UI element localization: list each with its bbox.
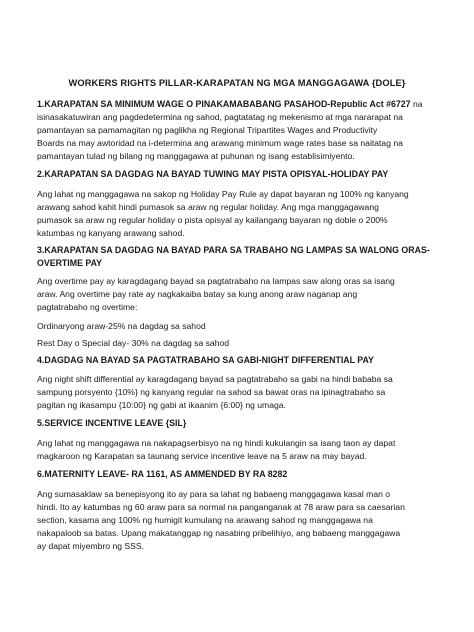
section-heading: 4.DAGDAG NA BAYAD SA PAGTATRABAHO SA GABI-NIGHT DIFFERENTIAL PAY bbox=[37, 355, 374, 365]
text-line: magkaroon ng Karapatan sa taunang service incentive leave na 5 araw na may bayad. bbox=[37, 451, 367, 461]
section-heading: 5.SERVICE INCENTIVE LEAVE {SIL} bbox=[37, 418, 187, 428]
document-title: WORKERS RIGHTS PILLAR-KARAPATAN NG MGA MANGGAGAWA {DOLE} bbox=[68, 78, 406, 88]
text-line: Rest Day o Special day- 30% na dagdag sa sahod bbox=[37, 338, 230, 348]
section-heading-line bbox=[37, 98, 441, 111]
section-minimum-wage bbox=[37, 98, 441, 163]
text-line: Ang night shift differential ay karagdagang bayad sa pagtatrabaho sa gabi na hindi bababa sa bbox=[37, 374, 393, 384]
text-line: araw. Ang overtime pay rate ay nagkakaiba batay sa kung anong araw naganap ang bbox=[37, 289, 358, 299]
text-line: arawang sahod kahit hindi pumasok sa araw ng regular holiday. Ang mga manggagawang bbox=[37, 202, 379, 212]
section-holiday-pay bbox=[37, 168, 441, 181]
text-line: hindi. Ito ay katumbas ng 60 araw para sa normal na panganganak at 78 araw para sa caesarian bbox=[37, 502, 405, 512]
text-line: Ang overtime pay ay karagdagang bayad sa pagtatrabaho na lampas saw along oras sa isang bbox=[37, 276, 395, 286]
text-line: Boards na may awtoridad na i-determina ang arawang minimum wage rates base sa naitatag na bbox=[37, 138, 403, 148]
section-body bbox=[37, 188, 441, 240]
text-line: pamantayan sa pamamagitan ng paglikha ng Regional Tripartites Wages and Productivity bbox=[37, 125, 378, 135]
text-line: section, kasama ang 100% ng humigit kumulang na arawang sahod ng manggagawa na bbox=[37, 515, 373, 525]
section-body bbox=[37, 488, 441, 553]
text-line: Ordinaryong araw-25% na dagdag sa sahod bbox=[37, 321, 206, 331]
overtime-rate-ordinary bbox=[37, 320, 441, 333]
section-heading: 1.KARAPATAN SA MINIMUM WAGE O PINAKAMABABANG PASAHOD-Republic Act #6727 bbox=[37, 99, 411, 109]
text-line: katumbas ng kanyang arawang sahod. bbox=[37, 228, 185, 238]
section-heading: 6.MATERNITY LEAVE- RA 1161, AS AMMENDED BY RA 8282 bbox=[37, 469, 288, 479]
text-line: pumasok sa araw ng regular holiday o pista opisyal ay kailangang bayaran ng doble o 200% bbox=[37, 215, 388, 225]
section-heading: 3.KARAPATAN SA DAGDAG NA BAYAD PARA SA TRABAHO NG LAMPAS SA WALONG ORAS- bbox=[37, 245, 430, 255]
overtime-rate-rest-day bbox=[37, 337, 441, 350]
text-line: nakapaloob sa batas. Upang makatanggap ng nasabing pribelihiyo, ang babaeng manggagawa bbox=[37, 528, 401, 538]
section-heading: 2.KARAPATAN SA DAGDAG NA BAYAD TUWING MAY PISTA OPISYAL-HOLIDAY PAY bbox=[37, 169, 389, 179]
section-heading-continuation: na bbox=[410, 99, 423, 109]
text-line: pamantayan tulad ng bilang ng manggagawa at puhunan ng isang establisimiyento. bbox=[37, 151, 355, 161]
text-line: ay dapat miyembro ng SSS. bbox=[37, 541, 144, 551]
section-body bbox=[37, 373, 441, 412]
section-service-incentive-leave bbox=[37, 417, 441, 430]
section-body bbox=[37, 275, 441, 314]
text-line: sampung porsyento {10%} ng kanyang regular na sahod sa bawat oras na ipinagtrabaho sa bbox=[37, 387, 386, 397]
section-overtime-pay bbox=[37, 244, 441, 270]
text-line: pagtatrabaho ng overtime: bbox=[37, 302, 138, 312]
text-line: pagitan ng ikasampu {10:00} ng gabi at ikaanim {6:00} ng umaga. bbox=[37, 400, 286, 410]
section-maternity-leave bbox=[37, 468, 441, 481]
section-heading: OVERTIME PAY bbox=[37, 258, 103, 268]
text-line: Ang sumasaklaw sa benepisyong ito ay para sa lahat ng babaeng manggagawa kasal man o bbox=[37, 489, 391, 499]
text-line: isinasakatuwiran ang pagdedetermina ng sahod, pagtatatag ng mekenismo at mga nararapat na bbox=[37, 112, 403, 122]
text-line: Ang lahat ng manggagawa na sakop ng Holiday Pay Rule ay dapat bayaran ng 100% ng kanyang bbox=[37, 189, 409, 199]
section-night-differential bbox=[37, 354, 441, 367]
section-body bbox=[37, 437, 441, 463]
section-body bbox=[37, 98, 441, 163]
text-line: Ang lahat ng manggagawa na nakapagserbisyo na ng hindi kukulangin sa isang taon ay dapat bbox=[37, 438, 396, 448]
